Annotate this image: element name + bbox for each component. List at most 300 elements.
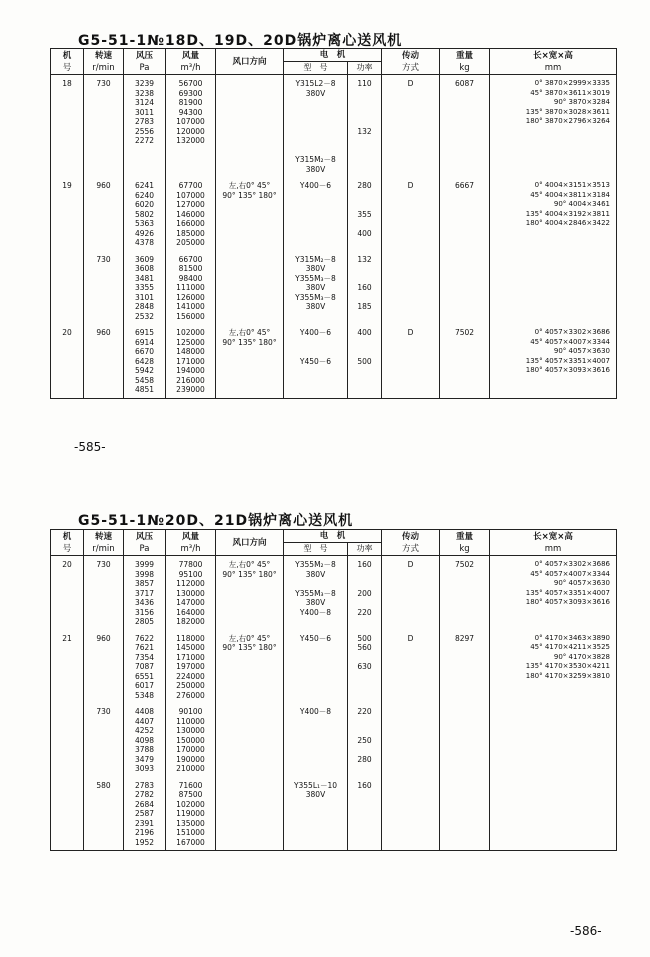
col-weight (440, 530, 490, 556)
cell-machine-no: 19 (51, 177, 84, 251)
flow-value: 95100 (178, 569, 203, 579)
cell-dims (490, 556, 617, 630)
col-dims-line: mm (544, 62, 562, 73)
motor-model-value: Y315M₂－8 (295, 254, 336, 264)
col-model: 型 号 (284, 62, 348, 75)
cell-pressure (124, 556, 166, 630)
power-value (348, 264, 381, 274)
dims-value: 135° 3870×3028×3611 (525, 107, 611, 116)
power-value: 132 (357, 126, 372, 136)
power-value: 160 (357, 780, 372, 790)
col-flow-line: 风量 (181, 531, 199, 542)
cell-flow (166, 630, 216, 704)
cell-drive: D (382, 177, 440, 251)
col-weight-line: kg (459, 543, 470, 554)
cell-dims (490, 251, 617, 325)
cell-machine-no (51, 777, 84, 851)
cell-flow (166, 75, 216, 178)
pressure-value: 5458 (134, 375, 155, 385)
col-pressure (124, 530, 166, 556)
outlet-value: 左,右0° 45° (228, 328, 271, 337)
pressure-value: 4407 (134, 716, 155, 726)
pressure-value: 3355 (134, 283, 155, 292)
power-value (348, 98, 381, 108)
col-outlet: 风口方向 (216, 530, 284, 556)
flow-value: 94300 (178, 107, 203, 117)
dims-value: 0° 4057×3302×3686 (534, 328, 611, 336)
cell-motor-model (284, 630, 348, 704)
cell-speed: 960 (84, 177, 124, 251)
cell-power (348, 556, 382, 630)
col-speed-line: r/min (92, 543, 115, 554)
motor-model-value (284, 691, 347, 701)
cell-power (348, 777, 382, 851)
dims-value: 0° 3870×2999×3335 (534, 79, 611, 87)
flow-value: 130000 (176, 588, 205, 598)
power-value (348, 89, 381, 99)
col-model: 型 号 (284, 543, 348, 556)
dims-value: 135° 4057×3351×4007 (525, 588, 611, 597)
flow-value: 67700 (178, 181, 203, 190)
col-drive-line: 传动 (402, 50, 420, 61)
power-value (348, 672, 381, 682)
cell-power (348, 703, 382, 777)
cell-motor-model (284, 556, 348, 630)
motor-model-value: 380V (305, 598, 326, 607)
pressure-value: 3156 (134, 607, 155, 617)
motor-model-value: 380V (305, 164, 326, 174)
flow-value: 126000 (176, 292, 205, 302)
cell-pressure (124, 177, 166, 251)
cell-flow (166, 777, 216, 851)
motor-model-value (284, 117, 347, 127)
pressure-value: 3999 (134, 560, 155, 569)
pressure-value: 4851 (134, 385, 155, 394)
pressure-value: 6670 (134, 347, 155, 356)
flow-value: 210000 (176, 764, 205, 773)
power-value (348, 274, 381, 284)
cell-pressure (124, 75, 166, 178)
flow-value: 166000 (176, 219, 205, 228)
outlet-value: 左,右0° 45° (228, 560, 271, 569)
pressure-value: 6551 (134, 671, 155, 681)
col-dims-line: mm (544, 543, 562, 554)
cell-machine-no (51, 251, 84, 325)
power-value (348, 293, 381, 303)
flow-value: 276000 (176, 690, 205, 700)
dims-value: 90° 4170×3828 (553, 652, 611, 661)
cell-speed: 730 (84, 703, 124, 777)
cell-weight: 8297 (440, 630, 490, 704)
dims-value: 45° 4057×4007×3344 (530, 569, 611, 578)
motor-model-value (284, 717, 347, 727)
col-flow (166, 49, 216, 75)
power-value (348, 136, 381, 146)
table-row (51, 703, 617, 777)
cell-weight: 6087 (440, 75, 490, 178)
pressure-value: 3124 (134, 98, 155, 107)
cell-flow (166, 251, 216, 325)
cell-weight: 7502 (440, 556, 490, 630)
cell-weight: 6667 (440, 177, 490, 251)
header-row (51, 530, 617, 543)
motor-model-value: 380V (305, 569, 326, 579)
header-row (51, 49, 617, 62)
power-value (348, 219, 381, 229)
power-value: 280 (357, 181, 372, 190)
cell-drive: D (382, 630, 440, 704)
outlet-value: 左,右0° 45° (228, 181, 271, 190)
flow-value: 119000 (176, 809, 205, 818)
motor-model-value (284, 755, 347, 765)
cell-weight (440, 251, 490, 325)
pressure-value: 2587 (134, 809, 155, 818)
col-flow-line: m³/h (180, 62, 201, 73)
pressure-value: 3857 (134, 579, 155, 588)
col-power: 功率 (348, 62, 382, 75)
table-row (51, 75, 617, 178)
cell-drive: D (382, 556, 440, 630)
outlet-value: 90° 135° 180° (222, 190, 277, 200)
motor-model-value (284, 653, 347, 663)
flow-value: 130000 (176, 726, 205, 735)
dims-value: 180° 4170×3259×3810 (525, 671, 611, 680)
outlet-value (216, 89, 283, 99)
cell-power (348, 324, 382, 398)
motor-model-value: Y400－8 (299, 707, 332, 716)
power-value (348, 376, 381, 386)
pressure-value: 4408 (134, 707, 155, 716)
table-row (51, 630, 617, 704)
pressure-value: 2196 (134, 828, 155, 837)
power-value (348, 385, 381, 395)
power-value (348, 579, 381, 589)
power-value (348, 790, 381, 800)
flow-value: 239000 (176, 385, 205, 394)
dims-value: 90° 4057×3630 (553, 347, 611, 355)
power-value (348, 366, 381, 376)
power-value (348, 191, 381, 201)
table1-header (51, 49, 617, 75)
flow-value: 146000 (176, 209, 205, 219)
flow-value: 216000 (176, 375, 205, 385)
motor-model-value (284, 191, 347, 201)
col-speed-line: 转速 (94, 531, 112, 542)
pressure-value: 3011 (134, 107, 155, 117)
cell-speed: 580 (84, 777, 124, 851)
motor-model-value: Y315M₂－8 (295, 155, 336, 164)
col-drive-line: 方式 (402, 543, 420, 554)
pressure-value: 6428 (134, 356, 155, 366)
pressure-value: 3093 (134, 764, 155, 773)
dims-value: 0° 4004×3151×3513 (534, 181, 611, 189)
motor-model-value: Y355L₁－10 (293, 780, 338, 790)
flow-value: 197000 (176, 662, 205, 671)
motor-model-value (284, 127, 347, 137)
pressure-value: 4252 (134, 726, 155, 735)
cell-drive: D (382, 75, 440, 178)
pressure-value: 3239 (134, 79, 155, 88)
power-value (348, 726, 381, 736)
flow-value: 118000 (176, 633, 205, 643)
cell-machine-no: 18 (51, 75, 84, 178)
motor-model-value (284, 736, 347, 746)
cell-weight: 7502 (440, 324, 490, 398)
flow-value: 182000 (176, 617, 205, 626)
table-row (51, 556, 617, 630)
motor-model-value: 380V (305, 302, 326, 311)
flow-value: 185000 (176, 228, 205, 238)
cell-motor-model (284, 75, 348, 178)
cell-dims (490, 75, 617, 178)
pressure-value: 2272 (134, 136, 155, 145)
outlet-value (216, 707, 283, 717)
motor-model-value (284, 579, 347, 589)
col-dims (490, 49, 617, 75)
power-value: 400 (357, 228, 372, 238)
pressure-value: 7621 (134, 643, 155, 652)
power-value (348, 238, 381, 248)
pressure-value: 6017 (134, 681, 155, 690)
table-row (51, 251, 617, 325)
col-machine-no-line: 号 (62, 543, 72, 554)
power-value (348, 653, 381, 663)
motor-model-value: 380V (305, 283, 326, 292)
col-machine-no (51, 530, 84, 556)
dims-value: 90° 4004×3461 (553, 200, 611, 208)
cell-flow (166, 703, 216, 777)
cell-outlet (216, 630, 284, 704)
flow-value: 135000 (176, 818, 205, 828)
outlet-value (216, 264, 283, 274)
col-machine-no-line: 机 (62, 531, 72, 542)
cell-pressure (124, 251, 166, 325)
power-value: 630 (357, 662, 372, 671)
cell-outlet (216, 251, 284, 325)
pressure-value: 2805 (134, 617, 155, 626)
flow-value: 167000 (176, 837, 205, 847)
power-value: 500 (357, 356, 372, 366)
motor-model-value (284, 828, 347, 838)
power-value (348, 681, 381, 691)
flow-value: 71600 (178, 780, 203, 790)
cell-dims (490, 703, 617, 777)
motor-model-value (284, 643, 347, 653)
flow-value: 194000 (176, 366, 205, 375)
cell-speed: 960 (84, 324, 124, 398)
pressure-value: 4098 (134, 735, 155, 745)
pressure-value: 5942 (134, 366, 155, 375)
table-row (51, 324, 617, 398)
flow-value: 151000 (176, 828, 205, 837)
motor-model-value: Y400－6 (299, 328, 332, 337)
pressure-value: 2783 (134, 117, 155, 126)
power-value: 355 (357, 209, 372, 219)
motor-model-value (284, 347, 347, 357)
pressure-value: 7087 (134, 662, 155, 671)
col-dims (490, 530, 617, 556)
flow-value: 111000 (176, 283, 205, 292)
col-pressure-line: 风压 (135, 531, 153, 542)
dims-value: 45° 4170×4211×3525 (530, 643, 611, 651)
motor-model-value: Y400－6 (299, 181, 332, 190)
flow-value: 147000 (176, 598, 205, 607)
pressure-value: 2684 (134, 799, 155, 809)
pressure-value: 6914 (134, 337, 155, 347)
outlet-value: 90° 135° 180° (222, 569, 277, 579)
motor-model-value (284, 764, 347, 774)
flow-value: 132000 (176, 136, 205, 145)
power-value: 250 (357, 735, 372, 745)
col-dims-line: 长×宽×高 (533, 50, 573, 61)
cell-power (348, 75, 382, 178)
dims-value: 0° 4057×3302×3686 (534, 560, 611, 568)
col-pressure-line: 风压 (135, 50, 153, 61)
cell-motor-model (284, 177, 348, 251)
flow-value: 171000 (176, 356, 205, 366)
power-value: 160 (357, 560, 372, 569)
pressure-value: 3788 (134, 745, 155, 754)
col-power: 功率 (348, 543, 382, 556)
cell-pressure (124, 703, 166, 777)
power-value (348, 570, 381, 580)
dims-value: 180° 4057×3093×3616 (525, 598, 611, 606)
col-weight (440, 49, 490, 75)
pressure-value: 6240 (134, 190, 155, 200)
power-value: 500 (357, 633, 372, 643)
pressure-value: 6915 (134, 328, 155, 337)
cell-motor-model (284, 251, 348, 325)
flow-value: 170000 (176, 745, 205, 754)
pressure-value: 3479 (134, 754, 155, 764)
pressure-value: 3238 (134, 88, 155, 98)
power-value: 132 (357, 254, 372, 264)
motor-model-value (284, 745, 347, 755)
cell-outlet (216, 75, 284, 178)
col-machine-no-line: 号 (62, 62, 72, 73)
fan-spec-table-1 (50, 48, 617, 399)
fan-spec-table-2 (50, 529, 617, 851)
cell-weight (440, 777, 490, 851)
flow-value: 102000 (176, 328, 205, 337)
outlet-value (216, 98, 283, 108)
power-value: 110 (357, 79, 372, 88)
dims-value: 135° 4057×3351×4007 (525, 356, 611, 365)
col-machine-no (51, 49, 84, 75)
col-weight-line: 重量 (456, 50, 474, 61)
col-speed (84, 49, 124, 75)
outlet-value (216, 79, 283, 89)
outlet-value (216, 255, 283, 265)
pressure-value: 3608 (134, 264, 155, 273)
flow-value: 120000 (176, 126, 205, 136)
cell-motor-model (284, 703, 348, 777)
motor-model-value: 380V (305, 264, 326, 273)
cell-pressure (124, 630, 166, 704)
dims-value: 180° 3870×2796×3264 (525, 117, 611, 125)
dims-value: 90° 3870×3284 (553, 98, 611, 106)
power-value: 560 (357, 643, 372, 652)
flow-value: 81900 (178, 98, 203, 107)
motor-model-value (284, 672, 347, 682)
col-machine-no-line: 机 (62, 50, 72, 61)
motor-model-value: Y355M₃－8 (295, 588, 336, 598)
flow-value: 145000 (176, 643, 205, 652)
col-speed-line: r/min (92, 62, 115, 73)
power-value (348, 200, 381, 210)
power-value (348, 819, 381, 829)
col-pressure-line: Pa (139, 62, 150, 73)
pressure-value: 3436 (134, 598, 155, 607)
pressure-value: 7354 (134, 652, 155, 662)
cell-drive (382, 777, 440, 851)
cell-power (348, 630, 382, 704)
pressure-value: 5802 (134, 209, 155, 219)
col-weight-line: 重量 (456, 531, 474, 542)
power-value (348, 809, 381, 819)
cell-power (348, 251, 382, 325)
motor-model-value: Y355M₃－8 (295, 292, 336, 302)
outlet-value (216, 781, 283, 791)
pressure-value: 2848 (134, 302, 155, 311)
motor-model-value (284, 376, 347, 386)
dims-value: 135° 4004×3192×3811 (525, 209, 611, 218)
cell-speed: 730 (84, 75, 124, 178)
motor-model-value: Y315L2－8 (295, 79, 336, 88)
pressure-value: 7622 (134, 633, 155, 643)
table1-title: G5-51-1№18D、19D、20D锅炉离心送风机 (78, 33, 403, 49)
cell-dims (490, 777, 617, 851)
dims-value: 90° 4057×3630 (553, 579, 611, 587)
motor-model-value (284, 726, 347, 736)
pressure-value: 6020 (134, 200, 155, 209)
motor-model-value: Y355M₃－8 (295, 273, 336, 283)
pressure-value: 6241 (134, 181, 155, 190)
motor-model-value (284, 146, 347, 156)
flow-value: 125000 (176, 337, 205, 347)
cell-machine-no: 20 (51, 324, 84, 398)
power-value (348, 838, 381, 848)
cell-drive (382, 703, 440, 777)
motor-model-value (284, 98, 347, 108)
flow-value: 150000 (176, 735, 205, 745)
cell-flow (166, 177, 216, 251)
motor-model-value (284, 800, 347, 810)
power-value (348, 617, 381, 627)
cell-machine-no (51, 703, 84, 777)
power-value (348, 598, 381, 608)
flow-value: 107000 (176, 190, 205, 200)
motor-model-value (284, 385, 347, 395)
flow-value: 190000 (176, 754, 205, 764)
col-speed (84, 530, 124, 556)
power-value: 220 (357, 607, 372, 617)
flow-value: 81500 (178, 264, 203, 273)
pressure-value: 1952 (134, 837, 155, 847)
pressure-value: 5348 (134, 690, 155, 700)
motor-model-value (284, 819, 347, 829)
pressure-value: 3717 (134, 588, 155, 598)
outlet-value: 90° 135° 180° (222, 337, 277, 347)
power-value (348, 338, 381, 348)
power-value: 200 (357, 588, 372, 598)
pressure-value: 2783 (134, 780, 155, 790)
pressure-value: 2782 (134, 790, 155, 799)
power-value: 280 (357, 754, 372, 764)
cell-drive (382, 251, 440, 325)
motor-model-value (284, 617, 347, 627)
flow-value: 98400 (178, 273, 203, 283)
